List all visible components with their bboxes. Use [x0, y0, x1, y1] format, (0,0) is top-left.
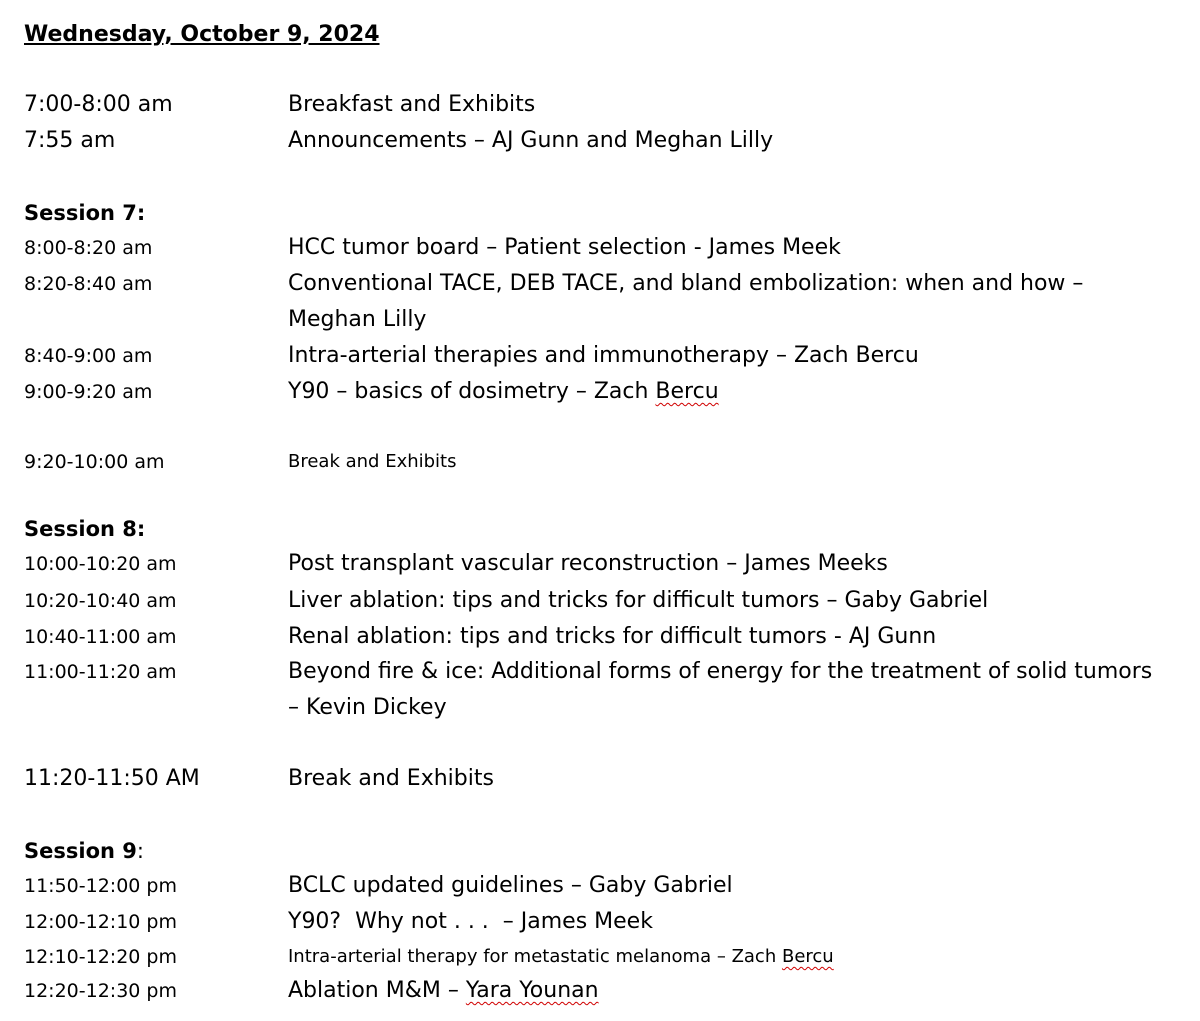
agenda-time: 8:00-8:20 am [24, 237, 153, 259]
agenda-desc: Liver ablation: tips and tricks for difficult tumors – Gaby Gabriel [288, 588, 989, 613]
agenda-time: 11:20-11:50 AM [24, 766, 200, 791]
agenda-desc: Y90? Why not . . . – James Meek [288, 909, 653, 934]
spellcheck-flagged-word: Bercu [655, 379, 719, 404]
agenda-desc: Break and Exhibits [288, 766, 494, 791]
agenda-desc: Intra-arterial therapies and immunotherapy – Zach Bercu [288, 343, 919, 368]
agenda-time: 10:20-10:40 am [24, 590, 177, 612]
spellcheck-flagged-name: Yara Younan [465, 978, 599, 1003]
agenda-desc-text: Y90 – basics of dosimetry – Zach [288, 379, 656, 404]
session-title: Session 9 [24, 839, 137, 863]
agenda-time: 10:40-11:00 am [24, 626, 177, 648]
agenda-desc: Breakfast and Exhibits [288, 92, 536, 117]
agenda-desc [288, 939, 1168, 975]
agenda-desc: Renal ablation: tips and tricks for difficult tumors - AJ Gunn [288, 624, 937, 649]
session-title-colon: : [136, 839, 144, 863]
agenda-desc [288, 973, 1168, 1009]
session-heading [24, 195, 145, 231]
agenda-time: 8:20-8:40 am [24, 273, 153, 295]
agenda-desc: Conventional TACE, DEB TACE, and bland embolization: when and how – Meghan Lilly [288, 271, 1084, 332]
session-title: Session 7: [24, 201, 146, 225]
agenda-desc: Beyond fire & ice: Additional forms of energy for the treatment of solid tumors – Kevin Dickey [288, 659, 1153, 720]
agenda-time: 7:00-8:00 am [24, 92, 173, 117]
agenda-time: 10:00-10:20 am [24, 553, 177, 575]
session-heading [24, 833, 144, 869]
agenda-desc: Post transplant vascular reconstruction – James Meeks [288, 551, 888, 576]
agenda-desc: HCC tumor board – Patient selection - James Meek [288, 235, 841, 260]
agenda-desc: Break and Exhibits [288, 451, 457, 472]
agenda-time: 11:00-11:20 am [24, 661, 177, 683]
page-heading: Wednesday, October 9, 2024 [24, 22, 380, 47]
agenda-time: 9:20-10:00 am [24, 451, 165, 473]
session-heading [24, 511, 145, 547]
agenda-desc-text: Intra-arterial therapy for metastatic melanoma – Zach [288, 946, 782, 967]
agenda-desc: BCLC updated guidelines – Gaby Gabriel [288, 873, 733, 898]
spellcheck-flagged-word: Bercu [781, 946, 834, 967]
agenda-desc: Announcements – AJ Gunn and Meghan Lilly [288, 128, 774, 153]
agenda-time: 8:40-9:00 am [24, 345, 153, 367]
agenda-time: 11:50-12:00 pm [24, 875, 177, 897]
session-title: Session 8: [24, 517, 146, 541]
agenda-desc-text: Ablation M&M – [288, 978, 466, 1003]
agenda-time: 12:20-12:30 pm [24, 980, 177, 1002]
agenda-time: 9:00-9:20 am [24, 381, 153, 403]
agenda-time: 12:00-12:10 pm [24, 911, 177, 933]
agenda-desc [288, 374, 1168, 410]
agenda-time: 12:10-12:20 pm [24, 946, 177, 968]
agenda-time: 7:55 am [24, 128, 116, 153]
